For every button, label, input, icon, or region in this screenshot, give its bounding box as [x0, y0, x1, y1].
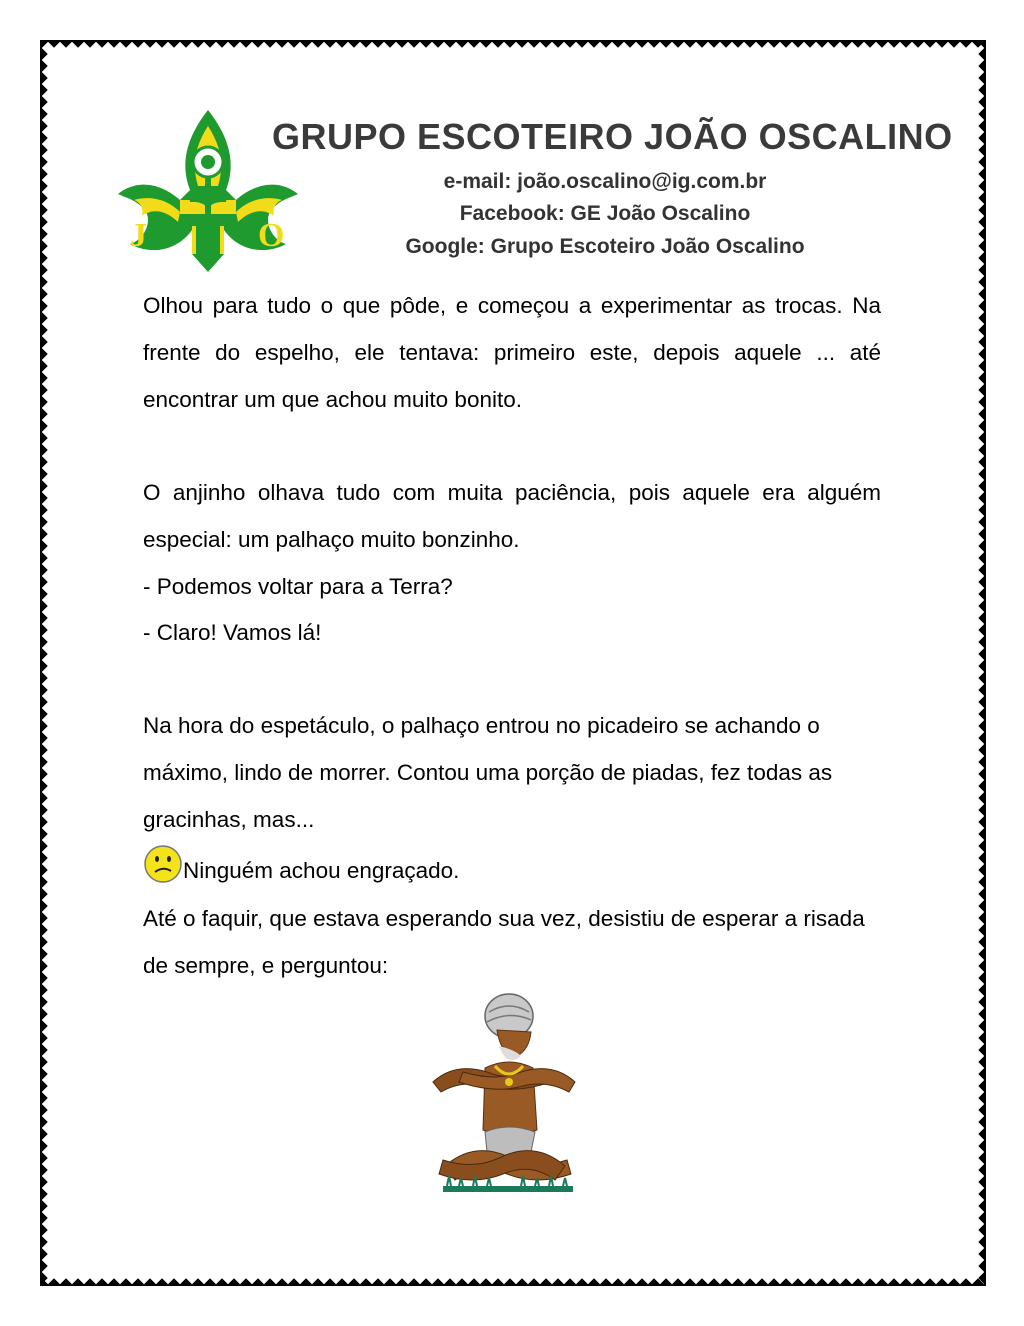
- border-pattern-top: [42, 42, 984, 54]
- border-pattern-right: [972, 42, 984, 1284]
- paragraph-2-narration: O anjinho olhava tudo com muita paciência, pois aquele era alguém especial: um palhaço muito bonzinho.: [143, 480, 881, 552]
- facebook-line: Facebook: GE João Oscalino: [459, 202, 751, 225]
- nobody-laughed-text: Ninguém achou engraçado.: [183, 858, 460, 883]
- paragraph-3: Na hora do espetáculo, o palhaço entrou no picadeiro se achando o máximo, lindo de morrer. Contou uma porção de piadas, fez todas as gracinhas, mas...: [143, 713, 833, 832]
- border-pattern-bottom: [42, 1272, 984, 1284]
- paragraph-4: Até o faquir, que estava esperando sua vez, desistiu de esperar a risada de sempre, e perguntou:: [143, 906, 865, 978]
- paragraph-1: Olhou para tudo o que pôde, e começou a experimentar as trocas. Na frente do espelho, ele tentava: primeiro este, depois aquele ... até encontrar um que achou muito bonito.: [143, 293, 881, 412]
- dialogue-line-2: - Claro! Vamos lá!: [143, 620, 322, 646]
- google-line: Google: Grupo Escoteiro João Oscalino: [405, 235, 805, 258]
- faquir-illustration: [425, 990, 585, 1198]
- email-line: e-mail: joão.oscalino@ig.com.br: [443, 170, 767, 193]
- dialogue-line-1: - Podemos voltar para a Terra?: [143, 573, 453, 599]
- border-pattern-left: [42, 42, 54, 1284]
- org-title: GRUPO ESCOTEIRO JOÃO OSCALINO: [272, 116, 953, 157]
- logo-letter-o: O: [258, 217, 285, 254]
- sad-face-icon: [143, 844, 183, 884]
- paragraph-2: [143, 470, 881, 657]
- logo-letter-j: J: [130, 217, 147, 254]
- nobody-laughed-line: [143, 844, 881, 894]
